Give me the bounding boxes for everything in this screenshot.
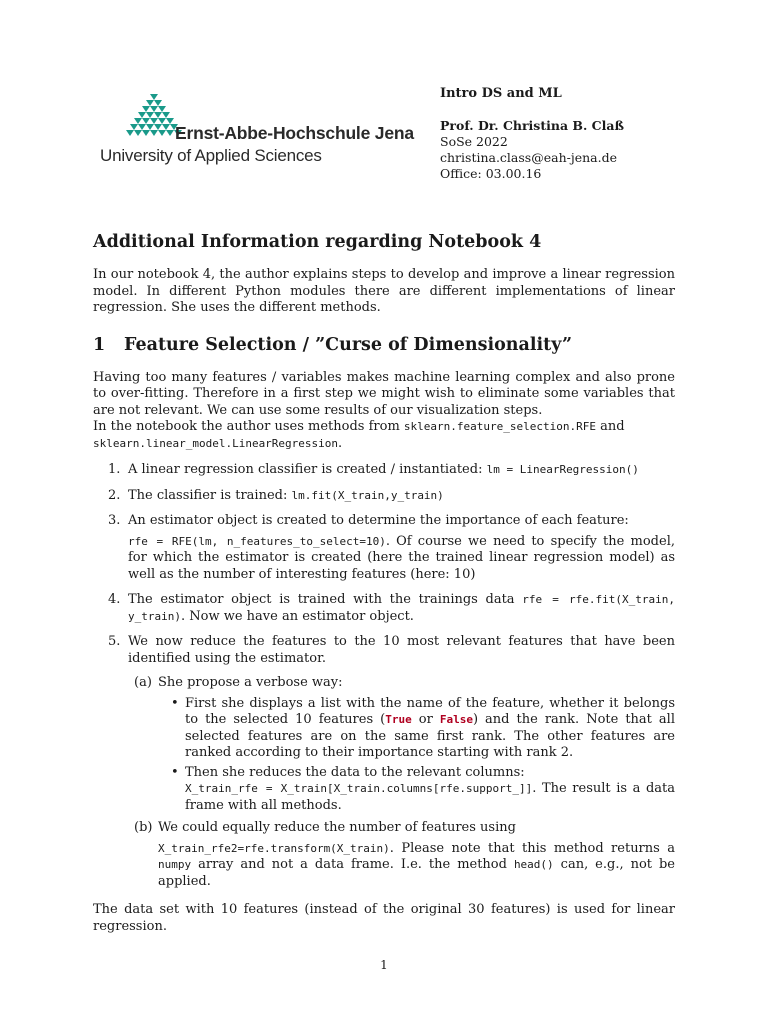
sub-list-item [128, 675, 675, 814]
bullet-text-post: . The result is a data frame with all methods. [185, 781, 676, 813]
step-code: rfe = rfe.fit(X_train, y_train) [128, 593, 675, 623]
list-item [93, 462, 675, 479]
code-false: False [439, 713, 473, 726]
step-after-code: . Of course we need to specify the model, for which the estimator is created (here the trained linear regression model) as well as the number of interesting features (here: 10) [128, 533, 675, 582]
code-numpy: numpy [158, 858, 192, 871]
step-code: lm = LinearRegression() [486, 463, 639, 476]
bullet-text: Then she reduces the data to the relevant columns: [185, 764, 525, 780]
step-code: lm.fit(X_train,y_train) [291, 488, 444, 502]
list-marker: 2. [108, 487, 121, 503]
code-head: head() [513, 858, 554, 871]
list-item [93, 513, 675, 583]
bullet-text-post: ) and the rank. Note that all selected features are on the same first rank. The other features are ranked according to their importance starting with rank 2. [185, 712, 675, 760]
steps-list [93, 462, 675, 890]
list-marker: 1. [108, 462, 121, 477]
detail-text-2: array and not a data frame. I.e. the method [191, 857, 514, 872]
bullet-text: First she displays a list with the name of the feature, whether it belongs to the selected 10 features ( [185, 695, 675, 727]
step-after-code: . Now we have an estimator object. [180, 608, 414, 624]
section-paragraph-2 [93, 419, 675, 452]
page-number: 1 [380, 958, 388, 972]
para2-text: In the notebook the author uses methods from [93, 419, 404, 434]
course-title: Intro DS and ML [440, 86, 562, 101]
document-body [93, 232, 675, 935]
list-marker: 4. [108, 592, 121, 607]
email-address: christina.class@eah-jena.de [440, 150, 617, 165]
code-rfe-columns: X_train_rfe = X_train[X_train.columns[rfe.support_]] [185, 782, 533, 795]
list-item [93, 592, 675, 625]
section-heading [93, 335, 675, 355]
step-text: We now reduce the features to the 10 most relevant features that have been identified using the estimator. [128, 634, 675, 666]
bullet-list [158, 696, 675, 815]
detail-text-end: can, e.g., not be applied. [158, 857, 675, 889]
page-header [93, 86, 713, 196]
section-title: Feature Selection / ”Curse of Dimensionality” [124, 334, 573, 355]
bullet-icon: • [171, 764, 179, 780]
list-item [93, 634, 675, 890]
professor-name: Prof. Dr. Christina B. Claß [440, 118, 624, 133]
sub-item-text: We could equally reduce the number of features using [158, 820, 516, 835]
sub-item-text: She propose a verbose way: [158, 675, 343, 690]
section-number: 1 [93, 334, 106, 355]
institution-subtitle: University of Applied Sciences [100, 146, 322, 165]
step-detail [128, 534, 675, 584]
step-text: The classifier is trained: [128, 487, 292, 503]
sub-item-detail [158, 841, 675, 891]
course-info [440, 86, 710, 182]
list-marker: 5. [108, 634, 121, 649]
semester: SoSe 2022 [440, 134, 508, 149]
bullet-item [158, 696, 675, 762]
code-linreg-module: sklearn.linear_model.LinearRegression [93, 436, 339, 450]
office-number: Office: 03.00.16 [440, 166, 542, 181]
institution-name: Ernst-Abbe-Hochschule Jena [175, 123, 414, 143]
sub-list-marker: (b) [134, 820, 153, 835]
step-text: The estimator object is trained with the trainings data [128, 592, 523, 607]
para2-and: and [595, 419, 625, 434]
bullet-icon: • [171, 695, 179, 711]
step-code: rfe = RFE(lm, n_features_to_select=10) [128, 534, 386, 548]
para2-end: . [338, 435, 343, 451]
code-transform: X_train_rfe2=rfe.transform(X_train) [158, 841, 390, 855]
list-marker: 3. [108, 513, 121, 528]
step-text: A linear regression classifier is created / instantiated: [128, 462, 487, 477]
list-item [93, 488, 675, 505]
detail-text: . Please note that this method returns a [389, 840, 675, 856]
sub-list-item [128, 820, 675, 890]
bullet-text-or: or [411, 712, 440, 727]
bullet-item [158, 765, 675, 815]
step-text: An estimator object is created to determine the importance of each feature: [128, 513, 629, 528]
code-true: True [385, 713, 412, 726]
code-rfe-module: sklearn.feature_selection.RFE [403, 420, 596, 433]
university-logo [96, 94, 414, 174]
section-paragraph-1: Having too many features / variables makes machine learning complex and also prone to over-fitting. Therefore in a first step we might wish to eliminate some variables that are not relevant. We can use some results of our visualization steps. [93, 369, 675, 418]
sub-list-marker: (a) [134, 675, 152, 690]
document-title: Additional Information regarding Notebook 4 [93, 232, 542, 252]
final-paragraph: The data set with 10 features (instead of the original 30 features) is used for linear regression. [93, 902, 675, 934]
sub-list [128, 675, 675, 890]
intro-paragraph: In our notebook 4, the author explains steps to develop and improve a linear regression model. In different Python modules there are different implementations of linear regression. She uses the different methods. [93, 267, 675, 315]
